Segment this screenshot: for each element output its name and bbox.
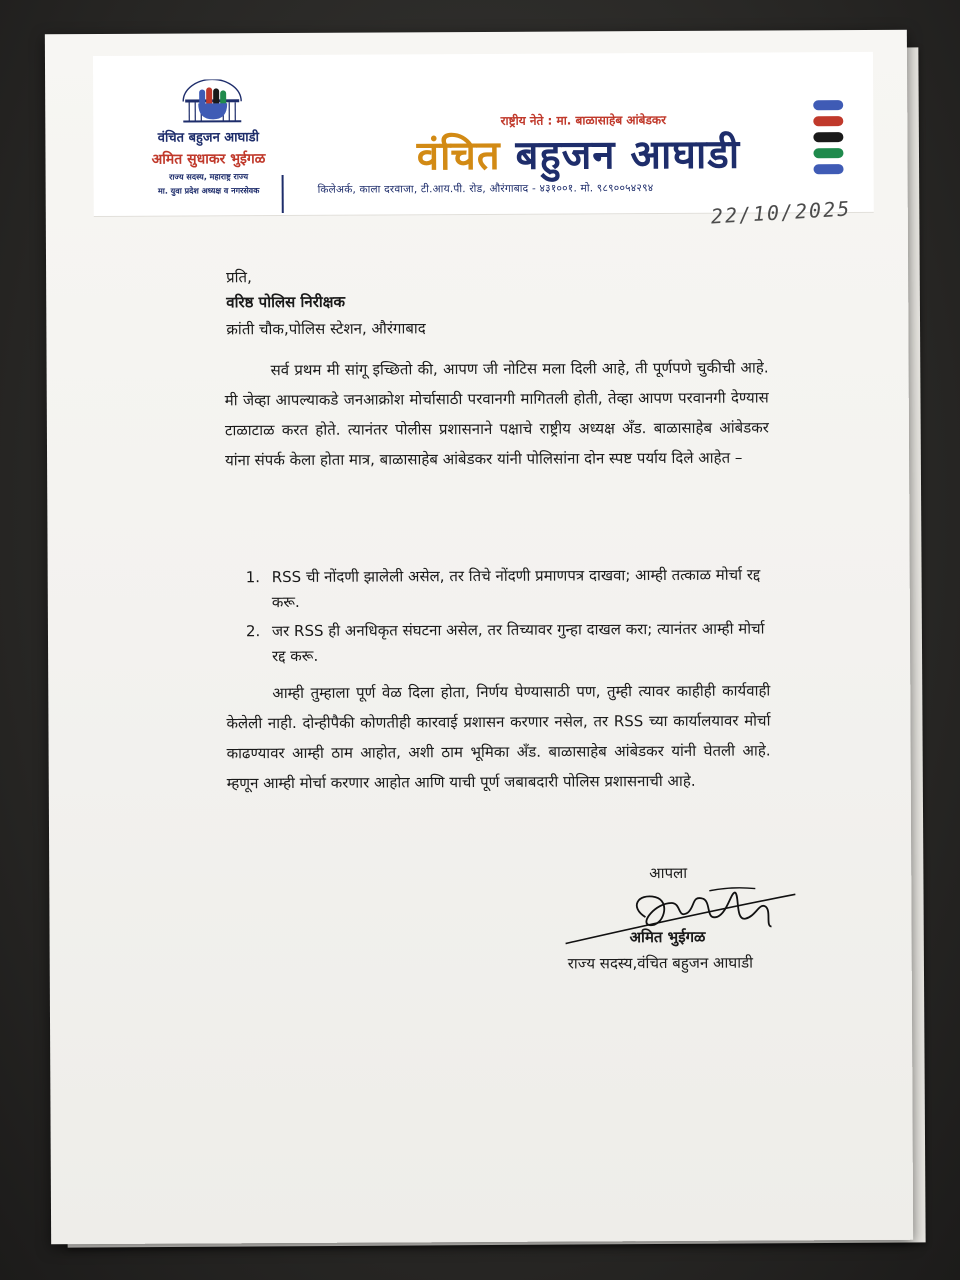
list-item-number: 2. bbox=[245, 622, 261, 641]
salutation: प्रति, bbox=[226, 268, 252, 287]
logo-party-name: वंचित बहुजन आघाडी bbox=[157, 130, 259, 146]
list-item-text: जर RSS ही अनधिकृत संघटना असेल, तर तिच्यावर गुन्हा दाखल करा; त्यानंतर आम्ही मोर्चा रद्द करू. bbox=[271, 619, 765, 666]
body-paragraph: सर्व प्रथम मी सांगू इच्छितो की, आपण जी नोटिस मला दिली आहे, ती पूर्णपणे चुकीची आहे. मी जेव्हा आपल्याकडे जनआक्रोश मोर्चासाठी परवानगी मागितली होती, तेव्हा आपण परवानगी देण्यास टाळाटाळ करत होते. त्यानंतर पोलीस प्रशासनाने पक्षाचे राष्ट्रीय अध्यक्ष अँड. बाळासाहेब आंबेडकर यांना संपर्क केला होता मात्र, बाळासाहेब आंबेडकर यांनी पोलिसांना दोन स्पष्ट पर्याय दिले आहेत – bbox=[224, 358, 769, 470]
party-title bbox=[343, 124, 813, 181]
stripe bbox=[814, 164, 844, 174]
body-paragraph: आम्ही तुम्हाला पूर्ण वेळ दिला होता, निर्णय घेण्यासाठी पण, तुम्ही त्यावर काहीही कार्यवाही केलेली नाही. दोन्हीपैकी कोणतीही कारवाई प्रशासन करणार नसेल, तर RSS च्या कार्यालयावर मोर्चा काढण्यावर आम्ही ठाम आहोत, अशी ठाम भूमिका अँड. बाळासाहेब आंबेडकर यांनी घेतली आहे. म्हणून आम्ही मोर्चा करणार आहोत आणि याची पूर्ण जबाबदारी पोलिस प्रशासनाची आहे. bbox=[226, 681, 771, 793]
stripe bbox=[813, 148, 843, 158]
leader-line: राष्ट्रीय नेते : मा. बाळासाहेब आंबेडकर bbox=[500, 113, 667, 128]
list-item-number: 1. bbox=[245, 568, 261, 587]
letter-page bbox=[45, 30, 913, 1244]
color-stripes-icon bbox=[813, 100, 843, 174]
letterhead-person-name: अमित सुधाकर भुईगळ bbox=[151, 151, 266, 168]
signer-title: राज्य सदस्य,वंचित बहुजन आघाडी bbox=[567, 953, 754, 973]
list-item bbox=[246, 562, 770, 615]
stripe bbox=[813, 100, 843, 110]
closing: आपला bbox=[649, 863, 688, 883]
handwritten-date: 22/10/2025 bbox=[710, 196, 852, 229]
stripe bbox=[813, 132, 843, 142]
letterhead-address: किलेअर्क, काला दरवाजा, टी.आय.पी. रोड, औरंगाबाद - ४३१००१. मो. ९८९००५४२९४ bbox=[317, 182, 654, 196]
recipient-title: वरिष्ठ पोलिस निरीक्षक bbox=[226, 292, 346, 312]
options-list bbox=[246, 562, 771, 673]
raised-hand-icon bbox=[191, 87, 235, 121]
list-item-text: RSS ची नोंदणी झालेली असेल, तर तिचे नोंदणी प्रमाणपत्र दाखवा; आम्ही तत्काळ मोर्चा रद्द करू. bbox=[271, 565, 761, 612]
recipient-address: क्रांती चौक,पोलिस स्टेशन, औरंगाबाद bbox=[226, 319, 426, 339]
stripe bbox=[813, 116, 843, 126]
party-title-rest: बहुजन आघाडी bbox=[515, 130, 741, 179]
list-item bbox=[246, 616, 770, 669]
letterhead-person-role: मा. युवा प्रदेश अध्यक्ष व नगरसेवक bbox=[157, 186, 260, 196]
letterhead bbox=[93, 52, 874, 217]
party-logo bbox=[133, 75, 294, 201]
party-title-first-word: वंचित bbox=[416, 131, 501, 180]
letterhead-divider bbox=[282, 175, 284, 213]
signer-name: अमित भुईगळ bbox=[629, 927, 706, 947]
letterhead-person-role: राज्य सदस्य, महाराष्ट्र राज्य bbox=[169, 172, 249, 182]
